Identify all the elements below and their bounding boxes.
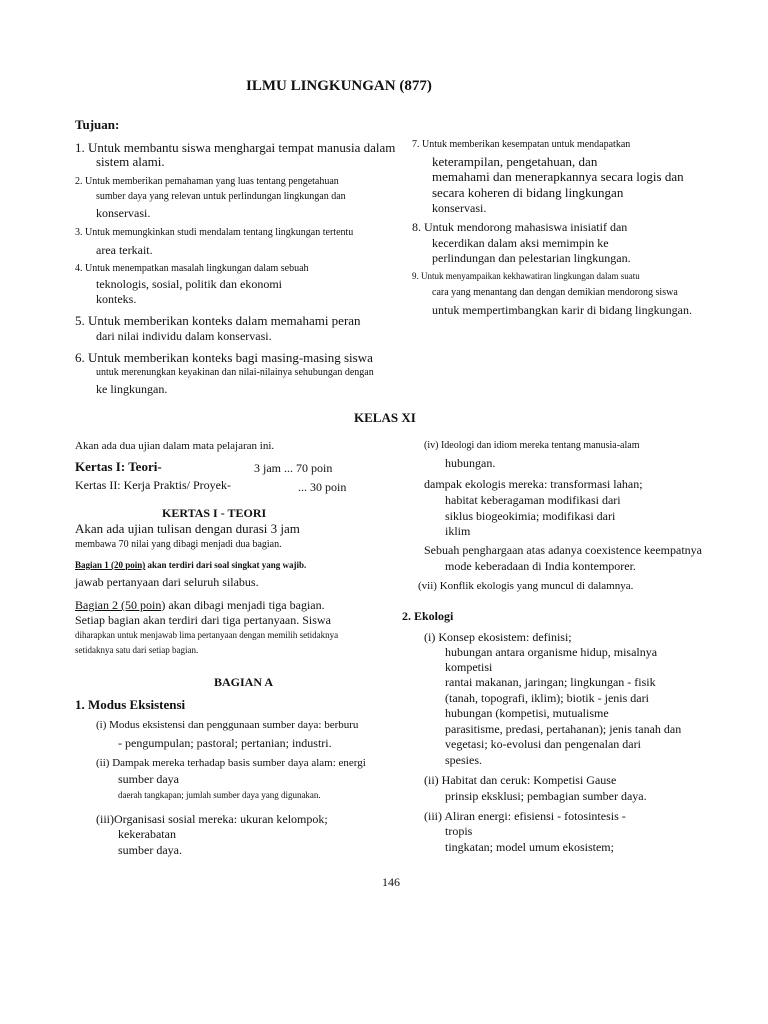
objective-2-end: konservasi. [96, 206, 151, 220]
objective-8-end: perlindungan dan pelestarian lingkungan. [432, 251, 631, 265]
kertas2-value: ... 30 poin [298, 480, 347, 494]
exam-paragraph-4: Setiap bagian akan terdiri dari tiga pertanyaan. Siswa [75, 613, 331, 627]
ekologi-heading: 2. Ekologi [402, 609, 454, 623]
bagian1-line [75, 560, 306, 570]
ekologi-i-cont3: rantai makanan, jaringan; lingkungan - fisik [445, 675, 656, 689]
exam-paragraph-1: Akan ada ujian tulisan dengan durasi 3 jam [75, 521, 300, 536]
objective-8-line: 8. Untuk mendorong mahasiswa inisiatif dan [412, 220, 628, 234]
tujuan-heading: Tujuan: [75, 117, 120, 132]
modus-i-cont: - pengumpulan; pastoral; pertanian; industri. [118, 736, 332, 750]
page-title: ILMU LINGKUNGAN (877) [246, 78, 432, 94]
modus-ii-line: (ii) Dampak mereka terhadap basis sumber daya alam: energi [96, 757, 366, 769]
objective-7-cont3: secara koheren di bidang lingkungan [432, 185, 624, 200]
impact-line: dampak ekologis mereka: transformasi lahan; [424, 477, 643, 491]
objective-6-cont: untuk merenungkan keyakinan dan nilai-nilainya sehubungan dengan [96, 367, 374, 378]
objective-1-line: 1. Untuk membantu siswa menghargai tempat manusia dalam [75, 140, 396, 155]
energy-end: tingkatan; model umum ekosistem; [445, 840, 614, 854]
exam-paragraph-6: setidaknya satu dari setiap bagian. [75, 645, 199, 655]
objective-5-line: 5. Untuk memberikan konteks dalam memahami peran [75, 313, 361, 328]
modus-ii-end: daerah tangkapan; jumlah sumber daya yang digunakan. [118, 790, 321, 800]
bagian2-line [75, 598, 325, 613]
ideology-line: (iv) Ideologi dan idiom mereka tentang manusia-alam [424, 440, 640, 451]
objective-2-cont: sumber daya yang relevan untuk perlindungan lingkungan dan [96, 191, 346, 202]
coexistence-line: Sebuah penghargaan atas adanya coexistence keempatnya [424, 543, 702, 557]
modus-iii-cont: kekerabatan [118, 827, 176, 841]
ideology-cont: hubungan. [445, 456, 496, 470]
modus-iii-end: sumber daya. [118, 843, 182, 857]
kelas-heading: KELAS XI [354, 410, 416, 425]
objective-7-line: 7. Untuk memberikan kesempatan untuk mendapatkan [412, 139, 631, 150]
objective-2-line: 2. Untuk memberikan pemahaman yang luas tentang pengetahuan [75, 176, 339, 187]
objective-7-end: konservasi. [432, 201, 487, 215]
exam-intro: Akan ada dua ujian dalam mata pelajaran ini. [75, 440, 275, 452]
objective-9-line: 9. Untuk menyampaikan kekhawatiran lingkungan dalam suatu [412, 271, 640, 281]
objective-4-cont: teknologis, sosial, politik dan ekonomi [96, 277, 282, 291]
ekologi-i-cont6: parasitisme, predasi, pertahanan); jenis tanah dan [445, 722, 682, 736]
impact-cont: habitat keberagaman modifikasi dari [445, 493, 621, 507]
habitat-cont: prinsip eksklusi; pembagian sumber daya. [445, 789, 647, 803]
objective-4-line: 4. Untuk menempatkan masalah lingkungan dalam sebuah [75, 263, 309, 274]
ekologi-i-cont4: (tanah, topografi, iklim); biotik - jenis dari [445, 691, 649, 705]
energy-line: (iii) Aliran energi: efisiensi - fotosintesis - [424, 809, 626, 823]
objective-6-line: 6. Untuk memberikan konteks bagi masing-masing siswa [75, 350, 373, 365]
energy-cont: tropis [445, 824, 473, 838]
bagian2-rest: ) akan dibagi menjadi tiga bagian. [161, 598, 325, 612]
ekologi-i-cont7: vegetasi; ko-evolusi dan pengenalan dari [445, 737, 641, 751]
objective-7-cont2: memahami dan menerapkannya secara logis dan [432, 169, 684, 184]
conflict-line: (vii) Konflik ekologis yang muncul di dalamnya. [418, 580, 634, 592]
objective-3-line: 3. Untuk memungkinkan studi mendalam tentang lingkungan tertentu [75, 227, 354, 238]
page-number: 146 [382, 875, 400, 889]
objective-5-cont: dari nilai individu dalam konservasi. [96, 329, 272, 343]
objective-7-cont: keterampilan, pengetahuan, dan [432, 154, 598, 169]
objective-3-cont: area terkait. [96, 243, 153, 257]
impact-end: iklim [445, 524, 471, 538]
objective-9-end: untuk mempertimbangkan karir di bidang lingkungan. [432, 303, 692, 317]
objective-8-cont: kecerdikan dalam aksi memimpin ke [432, 236, 609, 250]
kertas2-label: Kertas II: Kerja Praktis/ Proyek- [75, 478, 231, 492]
modus-i-line: (i) Modus eksistensi dan penggunaan sumber daya: berburu [96, 719, 359, 731]
ekologi-i-end: spesies. [445, 753, 482, 767]
exam-paragraph-3: jawab pertanyaan dari seluruh silabus. [75, 575, 259, 589]
bagian1-rest: akan terdiri dari soal singkat yang wajib. [145, 560, 307, 570]
modus-heading: 1. Modus Eksistensi [75, 697, 186, 712]
bagian2-label: Bagian 2 (50 poin [75, 598, 162, 612]
exam-paragraph-5: diharapkan untuk menjawab lima pertanyaan dengan memilih setidaknya [75, 630, 339, 640]
exam-paragraph-2: membawa 70 nilai yang dibagi menjadi dua bagian. [75, 539, 282, 550]
modus-ii-cont: sumber daya [118, 772, 179, 786]
ekologi-i-cont5: hubungan (kompetisi, mutualisme [445, 706, 609, 720]
kertas1-value: 3 jam ... 70 poin [254, 461, 333, 475]
bagian1-label: Bagian 1 (20 poin) [75, 560, 146, 570]
habitat-line: (ii) Habitat dan ceruk: Kompetisi Gause [424, 773, 617, 787]
bagian-a-heading: BAGIAN A [214, 675, 274, 689]
objective-6-end: ke lingkungan. [96, 382, 168, 396]
impact-cont2: siklus biogeokimia; modifikasi dari [445, 509, 616, 523]
coexistence-cont: mode keberadaan di India kontemporer. [445, 559, 636, 573]
objective-4-end: konteks. [96, 292, 137, 306]
kertas-teori-heading: KERTAS I - TEORI [162, 506, 267, 520]
objective-9-cont: cara yang menantang dan dengan demikian mendorong siswa [432, 287, 678, 298]
ekologi-i-cont2: kompetisi [445, 660, 493, 674]
ekologi-i-line: (i) Konsep ekosistem: definisi; [424, 630, 572, 644]
kertas1-label: Kertas I: Teori- [75, 459, 162, 474]
modus-iii-line: (iii)Organisasi sosial mereka: ukuran kelompok; [96, 812, 328, 826]
objective-1-cont: sistem alami. [96, 154, 165, 169]
ekologi-i-cont1: hubungan antara organisme hidup, misalnya [445, 645, 658, 659]
